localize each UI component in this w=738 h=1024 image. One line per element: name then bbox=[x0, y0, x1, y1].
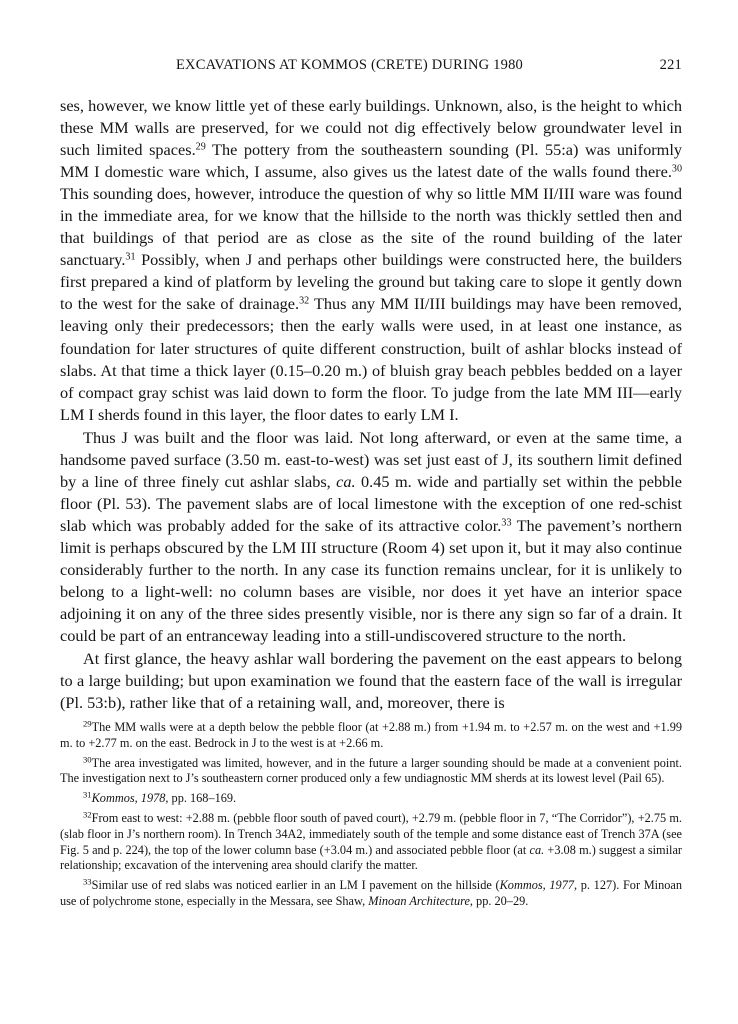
main-text bbox=[60, 95, 682, 714]
italic-text: Kommos, 1978 bbox=[91, 791, 166, 806]
footnote-ref: 31 bbox=[125, 251, 136, 263]
page-number: 221 bbox=[659, 57, 682, 73]
paragraph bbox=[60, 427, 682, 647]
footnote-ref: 29 bbox=[195, 141, 206, 153]
text-run: Thus any MM II/III buildings may have been removed, leaving only their predecessors; then the early walls were used, in at least one instance, as foundation for later structures of quite different construction, built of ashlar blocks instead of slabs. At that time a thick layer (0.15–0.20 m.) of bluish gray beach pebbles bedded on a layer of compact gray schist was laid down to form the floor. To judge from the late MM III—early LM I sherds found in this layer, the floor dates to early LM I. bbox=[60, 294, 682, 424]
text-run: The pavement’s northern limit is perhaps obscured by the LM III structure (Room 4) set upon it, but it may also continue considerably further to the north. In any case its function remains unclear, for it is unlikely to belong to a light-well: no column bases are visible, nor does it yet have an interior space adjoining it on any of the three sides presently visible, nor is there any sign so far of a drain. It could be part of an entranceway leading into a still-undiscovered structure to the north. bbox=[60, 515, 682, 646]
paragraph bbox=[60, 648, 682, 714]
footnote bbox=[60, 753, 682, 788]
text-run: Similar use of red slabs was noticed earlier in an LM I pavement on the hillside ( bbox=[91, 878, 500, 893]
italic-text: Kommos, 1977 bbox=[499, 878, 574, 893]
text-run: From east to west: +2.88 m. (pebble floor south of paved court), +2.79 m. (pebble floor in 7, “The Corridor”), +2.75 m. (slab floor in J’s northern room). In Trench 34A2, immediately south of the temple and some distance east of Trench 37A (see Fig. 5 and p. 224), the top of the lower column base (+3.04 m.) and associated pebble floor (at bbox=[60, 810, 682, 857]
footnote-ref: 33 bbox=[83, 876, 92, 887]
footnote bbox=[60, 811, 682, 874]
running-header bbox=[60, 57, 682, 81]
text-run: +3.08 m.) suggest a similar relationship; excavation of the intervening area should clarify the matter. bbox=[60, 842, 682, 873]
footnote-ref: 32 bbox=[83, 809, 92, 820]
text-run: The area investigated was limited, however, and in the future a larger sounding should be made at a convenient point. The investigation next to J’s southeastern corner produced only a few undiagnostic MM sherds at its lowest level (Pail 65). bbox=[60, 755, 682, 786]
text-run: At first glance, the heavy ashlar wall bordering the pavement on the east appears to belong to a large building; but upon examination we found that the eastern face of the wall is irregular (Pl. 53:b), rather like that of a retaining wall, and, moreover, there is bbox=[60, 649, 682, 713]
text-run: The MM walls were at a depth below the pebble floor (at +2.88 m.) from +1.94 m. to +2.57 m. on the west and +1.99 m. to +2.77 m. on the east. Bedrock in J to the west is at +2.66 m. bbox=[60, 720, 682, 750]
footnote-ref: 31 bbox=[83, 789, 92, 800]
italic-text: Minoan Architecture bbox=[368, 893, 470, 908]
running-title: EXCAVATIONS AT KOMMOS (CRETE) DURING 1980 bbox=[176, 57, 523, 73]
text-run: , p. 127). For Minoan use of polychrome stone, especially in the Messara, see Shaw, bbox=[60, 878, 682, 908]
text-run: This sounding does, however, introduce the question of why so little MM II/III ware was found in the immediate area, for we know that the hillside to the north was thickly settled then and that buildings of that period are as close as the site of the round building of the later sanctuary. bbox=[60, 184, 682, 270]
footnote-ref: 29 bbox=[83, 718, 92, 729]
footnote bbox=[60, 720, 682, 752]
footnote-ref: 30 bbox=[83, 753, 92, 764]
text-run: , pp. 20–29. bbox=[469, 893, 529, 908]
paragraph bbox=[60, 95, 682, 426]
text-run: Possibly, when J and perhaps other buildings were constructed here, the builders first prepared a kind of platform by leveling the ground but taking care to slope it gently down to the west for the sake of drainage. bbox=[60, 250, 682, 314]
italic-text: ca. bbox=[529, 842, 545, 857]
footnote-ref: 33 bbox=[501, 517, 512, 529]
footnote-ref: 32 bbox=[299, 295, 310, 307]
footnote bbox=[60, 791, 682, 807]
text-run: , pp. 168–169. bbox=[165, 791, 237, 806]
text-run: 0.45 m. wide and partially set within the pebble floor (Pl. 53). The pavement slabs are of local limestone with the exception of one red-schist slab which was probably added for the sake of its attractive color. bbox=[60, 471, 682, 535]
footnote bbox=[60, 878, 682, 910]
text-run: ses, however, we know little yet of these early buildings. Unknown, also, is the height to which these MM walls are preserved, for we could not dig effectively below groundwater level in such limited spaces. bbox=[60, 96, 682, 160]
italic-text: ca. bbox=[336, 471, 356, 491]
text-run: The pottery from the southeastern sounding (Pl. 55:a) was uniformly MM I domestic ware which, I assume, also gives us the latest date of the walls found there. bbox=[60, 140, 682, 182]
footnotes bbox=[60, 720, 682, 914]
footnote-ref: 30 bbox=[671, 163, 682, 175]
text-run: Thus J was built and the floor was laid. Not long afterward, or even at the same time, a handsome paved surface (3.50 m. east-to-west) was set just east of J, its southern limit defined by a line of three finely cut ashlar slabs, bbox=[60, 427, 682, 491]
